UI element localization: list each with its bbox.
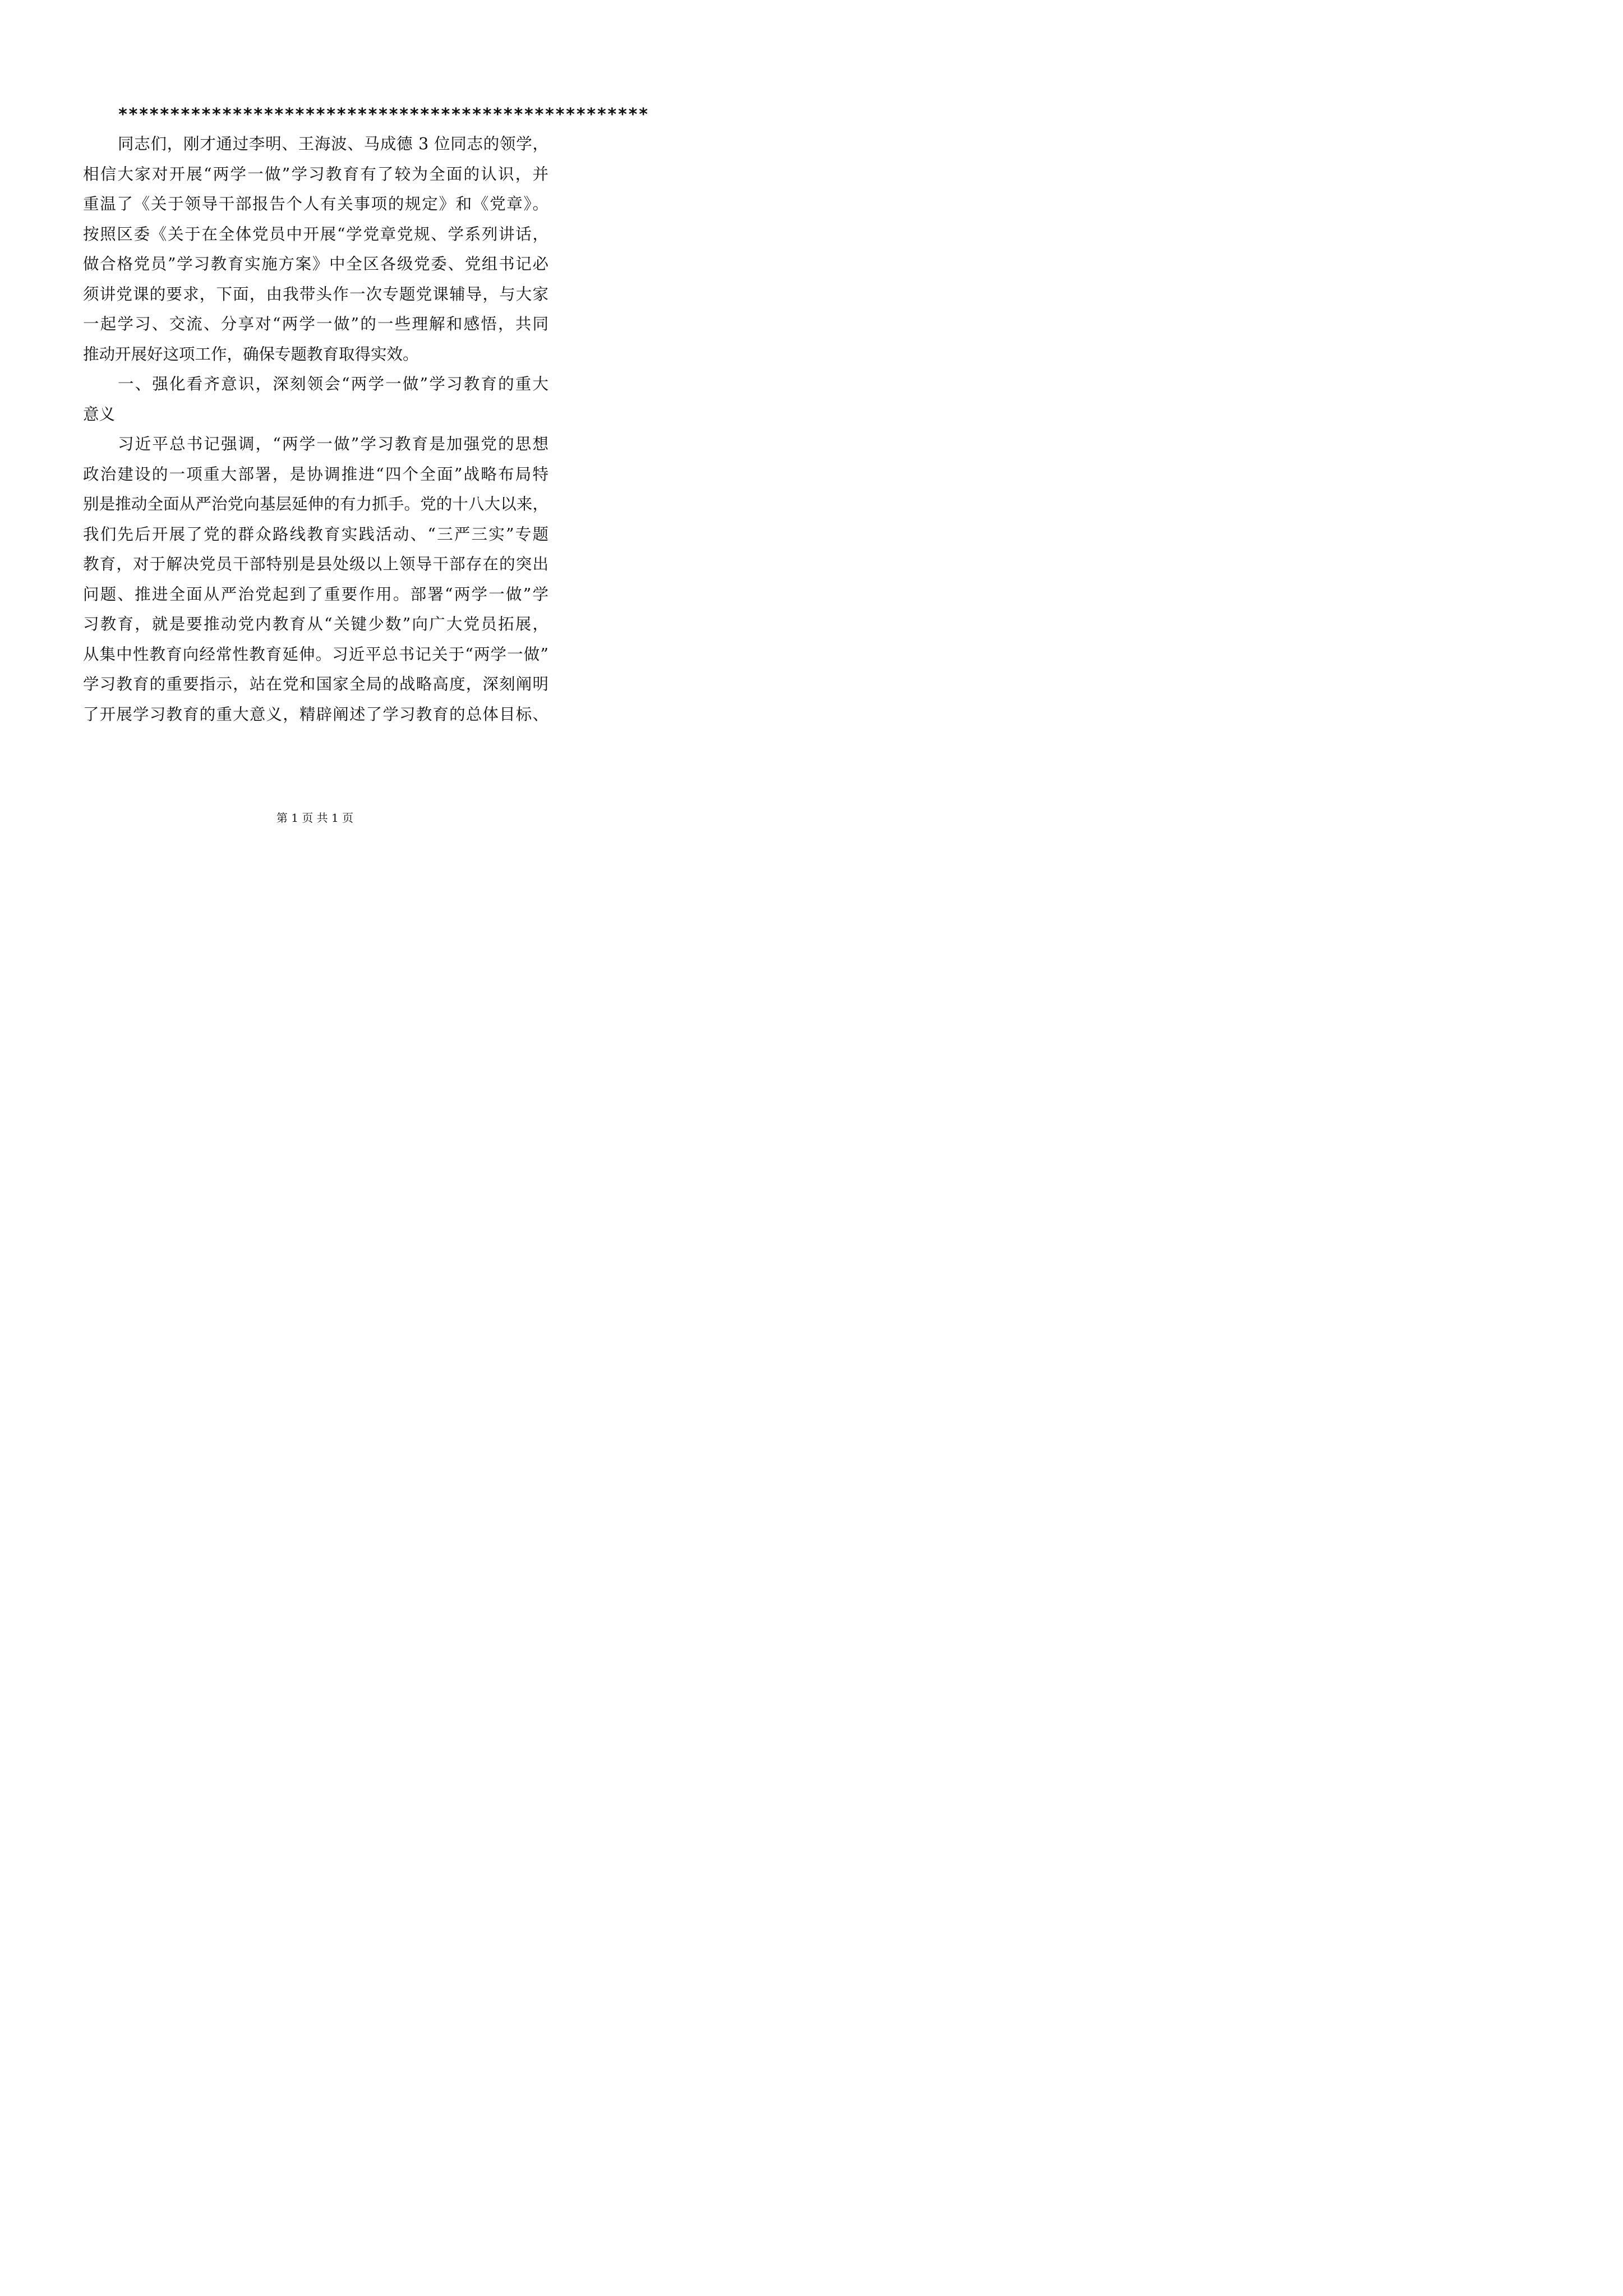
- text-line: 按照区委《关于在全体党员中开展“学党章党规、学系列讲话，: [83, 224, 548, 243]
- text-line: 习近平总书记强调，“两学一做”学习教育是加强党的思想: [118, 435, 548, 453]
- document-body: [83, 101, 649, 729]
- page-footer: [0, 809, 630, 826]
- separator-line: ***************************************************: [118, 105, 649, 125]
- heading-line: 意义: [83, 404, 116, 424]
- text-line: 相信大家对开展“两学一做”学习教育有了较为全面的认识，并: [83, 164, 548, 183]
- text-line: 问题、推进全面从严治党起到了重要作用。部署“两学一做”学: [83, 585, 548, 604]
- paragraph-body: [83, 429, 548, 729]
- text-line: 做合格党员”学习教育实施方案》中全区各级党委、党组书记必: [83, 255, 548, 273]
- text-line: 政治建设的一项重大部署，是协调推进“四个全面”战略布局特: [83, 464, 548, 484]
- heading-line: 一、强化看齐意识，深刻领会“两学一做”学习教育的重大: [118, 375, 548, 393]
- text-line: 同志们，刚才通过李明、王海波、马成德 3 位同志的领学，: [118, 135, 548, 153]
- text-line: 一起学习、交流、分享对“两学一做”的一些理解和感悟，共同: [83, 315, 548, 333]
- page-number: 第 1 页 共 1 页: [276, 811, 354, 825]
- text-line: 推动开展好这项工作，确保专题教育取得实效。: [83, 344, 419, 364]
- text-line: 须讲党课的要求，下面，由我带头作一次专题党课辅导，与大家: [83, 284, 548, 303]
- section-heading: [83, 369, 548, 429]
- text-line: 学习教育的重要指示，站在党和国家全局的战略高度，深刻阐明: [83, 675, 548, 693]
- text-line: 别是推动全面从严治党向基层延伸的有力抓手。党的十八大以来，: [83, 495, 548, 513]
- text-line: 从集中性教育向经常性教育延伸。习近平总书记关于“两学一做”: [83, 645, 548, 664]
- document-page: [0, 0, 649, 890]
- text-line: 教育，对于解决党员干部特别是县处级以上领导干部存在的突出: [83, 555, 548, 573]
- text-line: 了开展学习教育的重大意义，精辟阐述了学习教育的总体目标、: [83, 705, 548, 724]
- paragraph-intro: [83, 129, 548, 369]
- text-line: 我们先后开展了党的群众路线教育实践活动、“三严三实”专题: [83, 524, 548, 544]
- text-line: 重温了《关于领导干部报告个人有关事项的规定》和《党章》。: [83, 195, 548, 213]
- text-line: 习教育，就是要推动党内教育从“关键少数”向广大党员拓展，: [83, 615, 548, 633]
